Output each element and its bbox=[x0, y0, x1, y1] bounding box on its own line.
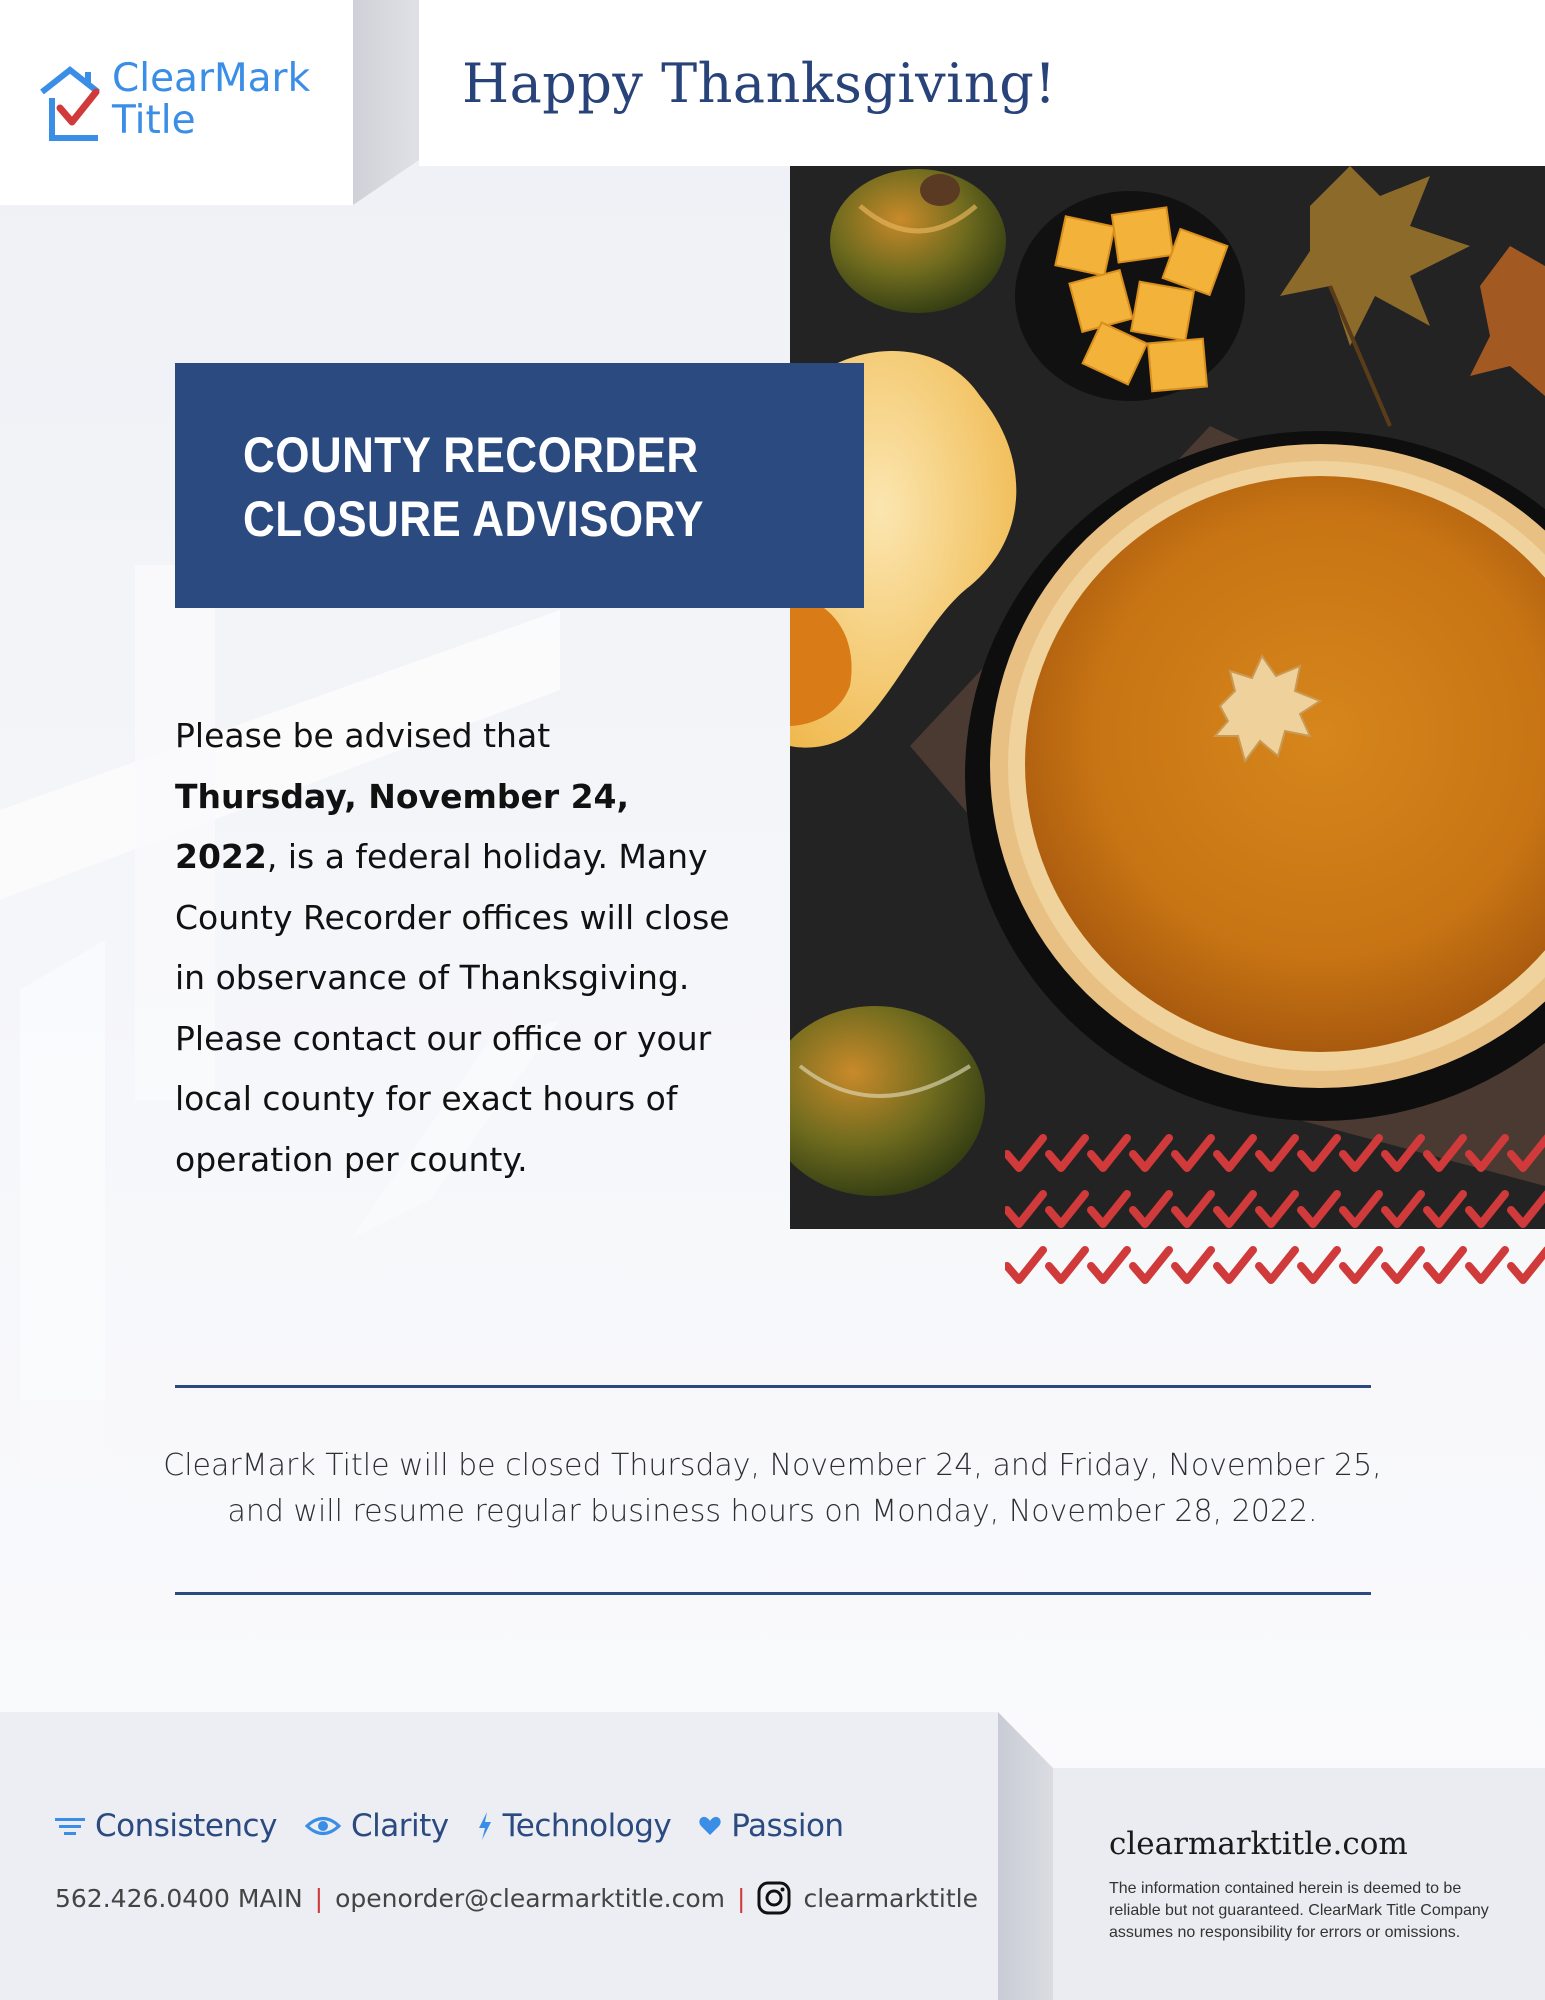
company-values bbox=[55, 1808, 844, 1844]
disclaimer: The information contained herein is deemed to be reliable but not guaranteed. ClearMark Title Company assumes no responsibility for errors or omissions. bbox=[1109, 1880, 1489, 1941]
value-clarity bbox=[305, 1808, 449, 1844]
body-details: , is a federal holiday. Many County Recorder offices will close in observance of Thanksgiving. Please contact our office or your local county for exact hours of operation per county. bbox=[175, 837, 730, 1179]
check-mark bbox=[1217, 1194, 1253, 1224]
logo-area bbox=[0, 0, 353, 205]
top-divider bbox=[175, 1385, 1371, 1388]
email-link[interactable]: openorder@clearmarktitle.com bbox=[335, 1883, 726, 1913]
logo-wordmark bbox=[112, 58, 310, 142]
bottom-divider bbox=[175, 1592, 1371, 1595]
check-mark bbox=[1301, 1250, 1337, 1280]
check-mark bbox=[1385, 1138, 1421, 1168]
logo-name-line2: Title bbox=[112, 98, 196, 143]
closure-notice bbox=[150, 1443, 1395, 1535]
check-mark bbox=[1259, 1138, 1295, 1168]
check-mark bbox=[1091, 1138, 1127, 1168]
closure-notice-line2: and will resume regular business hours on Monday, November 28, 2022. bbox=[227, 1494, 1318, 1529]
check-mark bbox=[1469, 1194, 1505, 1224]
check-mark bbox=[1175, 1138, 1211, 1168]
instagram-icon[interactable] bbox=[757, 1881, 791, 1915]
separator: | bbox=[737, 1883, 746, 1913]
website-link[interactable]: clearmarktitle.com bbox=[1109, 1826, 1408, 1862]
check-mark bbox=[1259, 1250, 1295, 1280]
value-passion bbox=[699, 1808, 843, 1844]
eye-icon bbox=[305, 1815, 341, 1837]
check-mark bbox=[1301, 1138, 1337, 1168]
check-mark bbox=[1385, 1194, 1421, 1224]
advisory-title-line2: CLOSURE ADVISORY bbox=[243, 491, 704, 547]
instagram-handle[interactable]: clearmarktitle bbox=[803, 1883, 979, 1913]
check-mark bbox=[1469, 1250, 1505, 1280]
check-mark bbox=[1007, 1138, 1043, 1168]
check-mark bbox=[1049, 1138, 1085, 1168]
check-mark bbox=[1133, 1250, 1169, 1280]
house-check-icon bbox=[40, 62, 102, 142]
check-mark bbox=[1133, 1194, 1169, 1224]
advisory-body bbox=[175, 706, 735, 1190]
advisory-title-line1: COUNTY RECORDER bbox=[243, 427, 699, 483]
contact-line bbox=[55, 1881, 978, 1915]
value-label: Technology bbox=[502, 1808, 672, 1844]
advisory-title bbox=[243, 423, 704, 551]
separator: | bbox=[314, 1883, 324, 1913]
check-mark bbox=[1343, 1138, 1379, 1168]
body-intro: Please be advised that bbox=[175, 716, 551, 755]
check-mark bbox=[1343, 1194, 1379, 1224]
check-mark bbox=[1385, 1250, 1421, 1280]
check-mark bbox=[1469, 1138, 1505, 1168]
header-fold bbox=[353, 0, 419, 205]
value-technology bbox=[477, 1808, 672, 1844]
holiday-date: Thursday, November 24, 2022 bbox=[175, 776, 630, 876]
footer-fold bbox=[998, 1712, 1053, 2000]
check-mark bbox=[1091, 1194, 1127, 1224]
check-mark bbox=[1175, 1250, 1211, 1280]
check-mark bbox=[1427, 1250, 1463, 1280]
value-consistency bbox=[55, 1808, 277, 1844]
check-mark bbox=[1511, 1138, 1545, 1168]
check-mark bbox=[1175, 1194, 1211, 1224]
check-mark bbox=[1217, 1250, 1253, 1280]
check-mark bbox=[1049, 1250, 1085, 1280]
check-mark bbox=[1133, 1138, 1169, 1168]
check-mark bbox=[1343, 1250, 1379, 1280]
pie-illustration bbox=[790, 166, 1545, 1229]
check-mark bbox=[1427, 1138, 1463, 1168]
check-mark bbox=[1217, 1138, 1253, 1168]
check-mark bbox=[1511, 1250, 1545, 1280]
check-mark bbox=[1007, 1194, 1043, 1224]
phone-number[interactable]: 562.426.0400 MAIN bbox=[55, 1883, 303, 1913]
page-title: Happy Thanksgiving! bbox=[462, 52, 1057, 115]
check-mark bbox=[1259, 1194, 1295, 1224]
advisory-banner bbox=[175, 363, 864, 608]
check-mark bbox=[1091, 1250, 1127, 1280]
check-mark bbox=[1049, 1194, 1085, 1224]
lightning-icon bbox=[477, 1812, 493, 1840]
closure-notice-line1: ClearMark Title will be closed Thursday, November 24, and Friday, November 25, bbox=[163, 1448, 1382, 1483]
value-label: Consistency bbox=[95, 1808, 277, 1844]
checkmark-pattern bbox=[1005, 1132, 1545, 1312]
heart-icon bbox=[699, 1816, 721, 1836]
check-mark bbox=[1301, 1194, 1337, 1224]
pumpkin-pie-photo bbox=[790, 166, 1545, 1229]
check-mark bbox=[1427, 1194, 1463, 1224]
check-mark bbox=[1007, 1250, 1043, 1280]
logo-name-line1: ClearMark bbox=[112, 56, 311, 101]
check-mark bbox=[1511, 1194, 1545, 1224]
footer-panel bbox=[0, 1712, 998, 2000]
lines-icon bbox=[55, 1816, 85, 1836]
value-label: Clarity bbox=[350, 1808, 449, 1844]
value-label: Passion bbox=[731, 1808, 844, 1844]
